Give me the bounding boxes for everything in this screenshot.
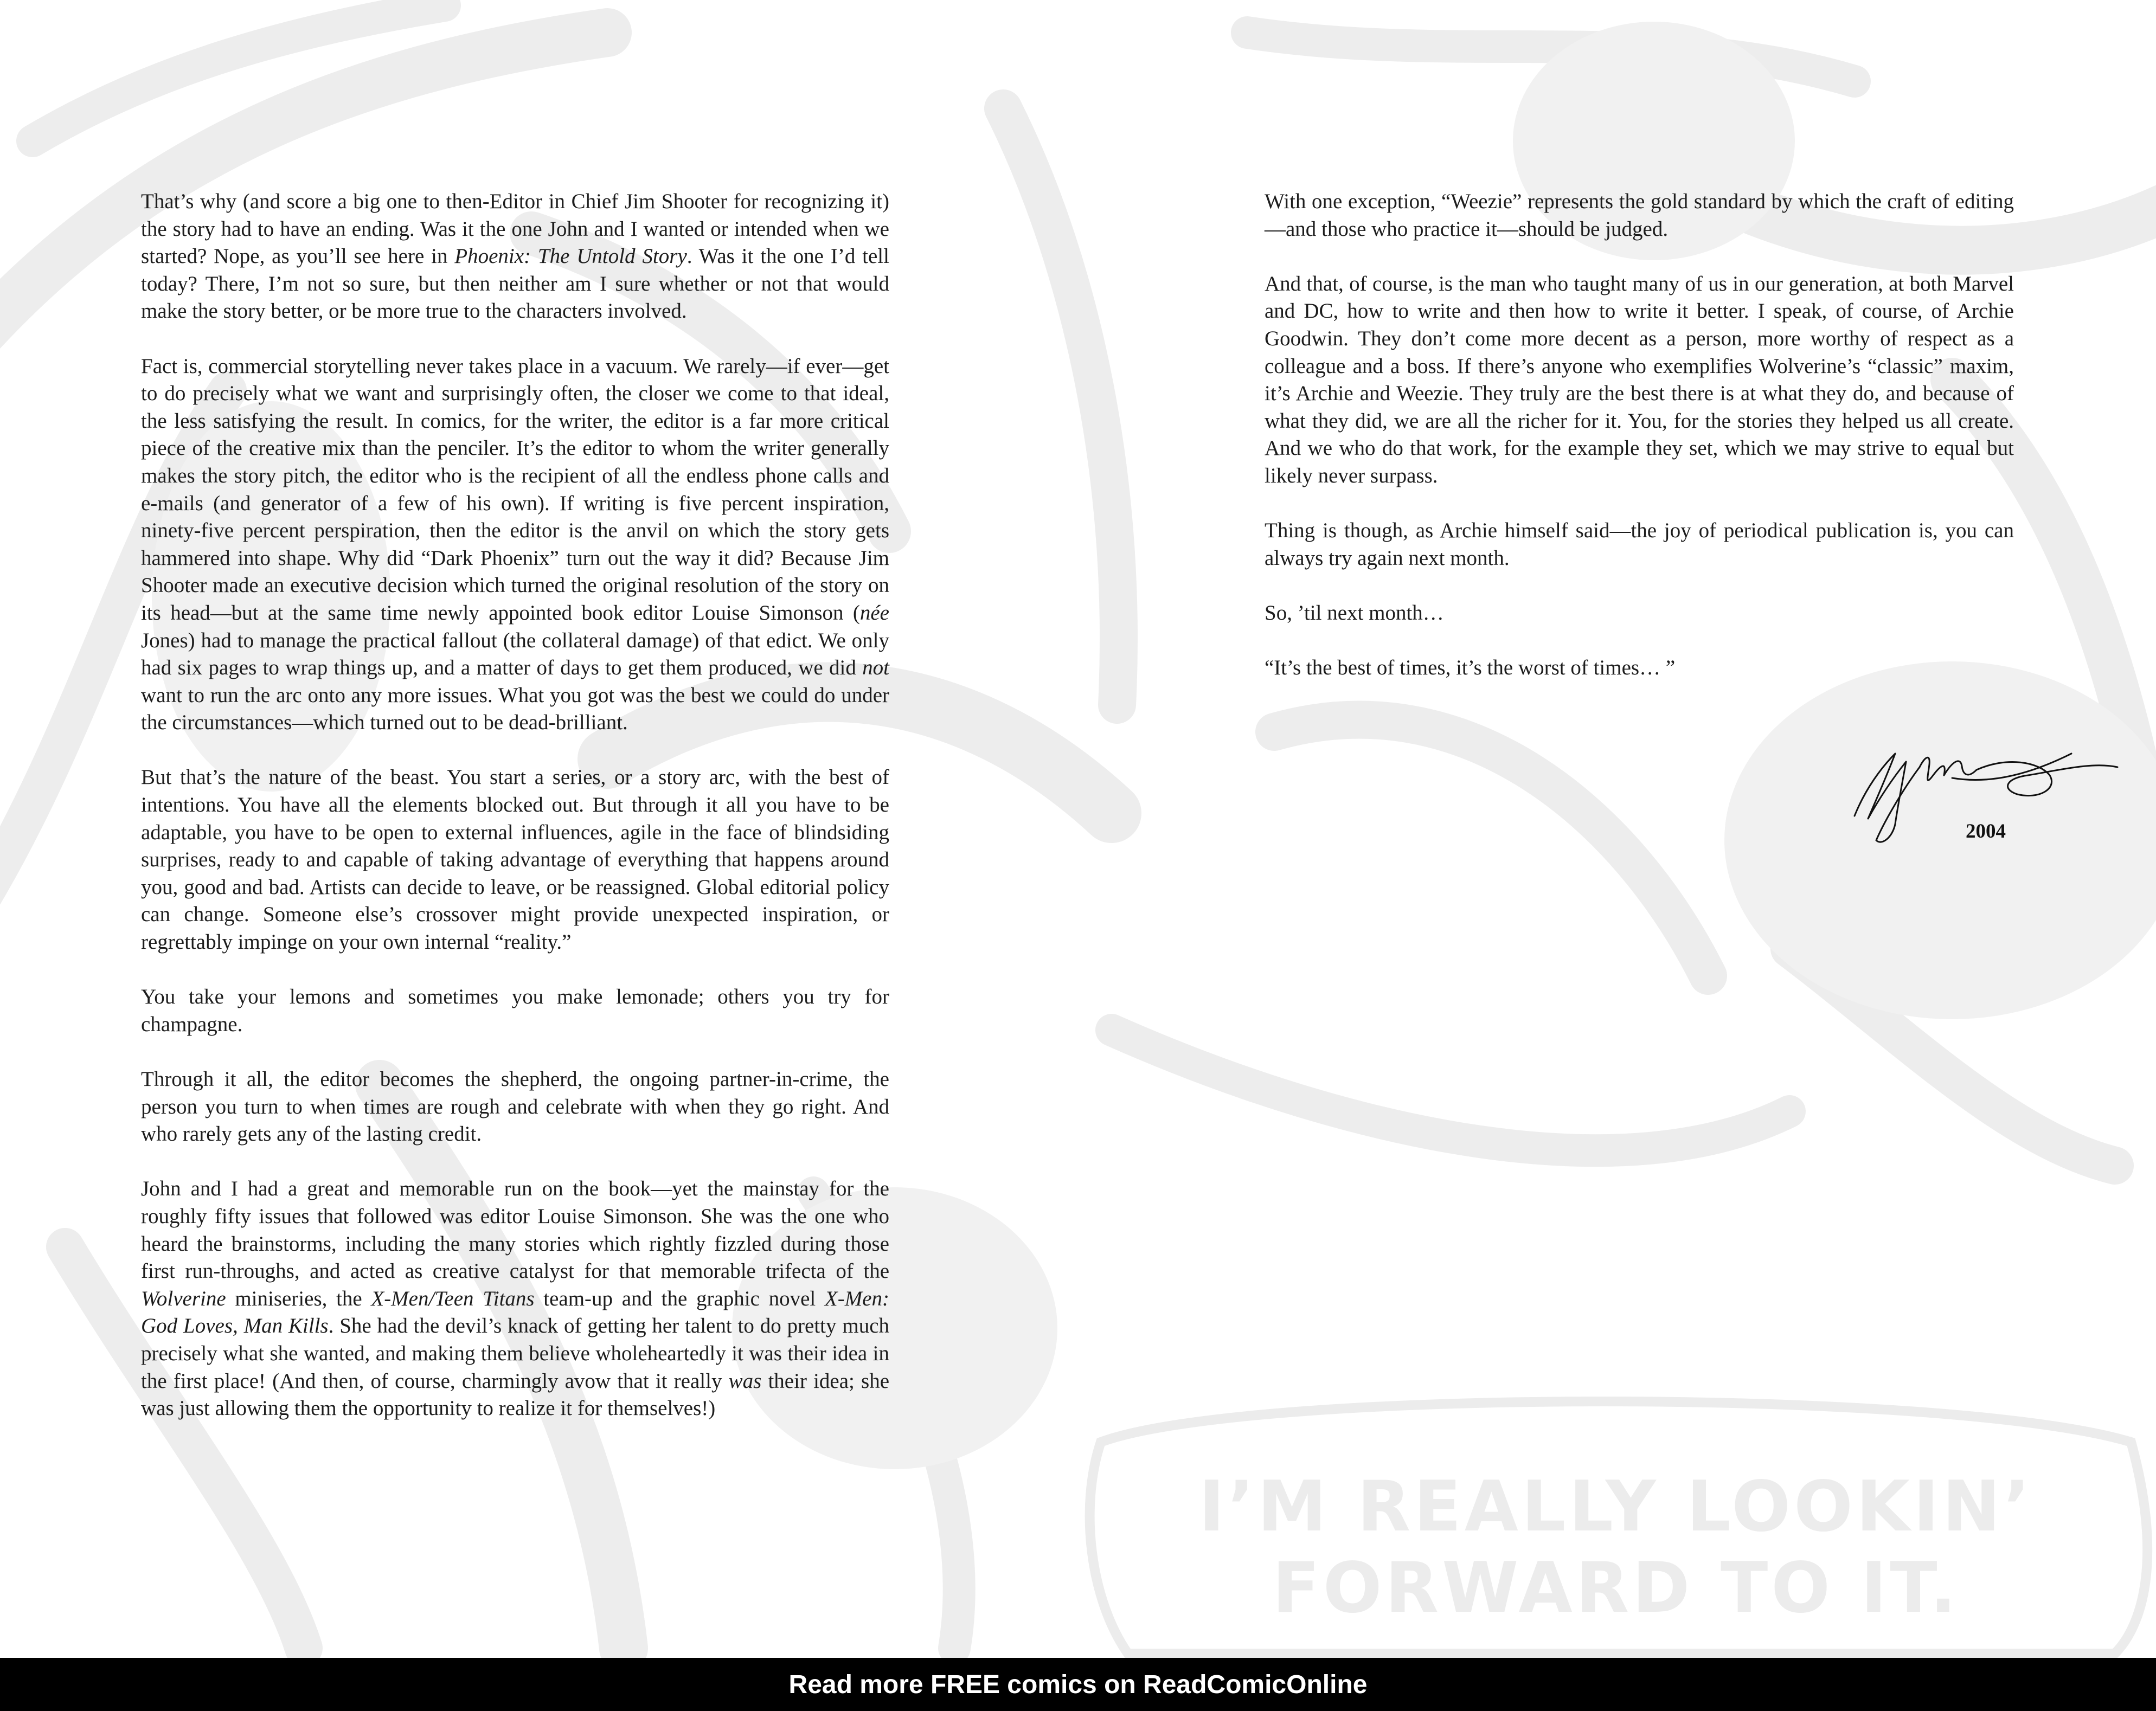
left-text-column — [141, 188, 889, 1423]
book-title: X-Men: God Loves, Man Kills — [141, 1287, 890, 1338]
footer-banner — [0, 1658, 2156, 1711]
signature-year: 2004 — [1966, 820, 2006, 842]
emphasis: was — [728, 1369, 762, 1393]
read-more-link[interactable]: Read more FREE comics on ReadComicOnline — [788, 1670, 1368, 1699]
paragraph: John and I had a great and memorable run on the book—yet the mainstay for the roughly fifty issues that followed was editor Louise Simonson. She was the one who heard the brainstorms, including the many stories which rightly fizzled during those first run-throughs, and acted as creative catalyst for that memorable trifecta of the Wolverine miniseries, the X-Men/Teen Titans team-up and the graphic novel X-Men: God Loves, Man Kills. She had the devil’s knack of getting her talent to do pretty much precisely what she wanted, and making them believe wholeheartedly it was their idea in the first place! (And then, of course, charmingly avow that it really was their idea; she was just allowing them the opportunity to realize it for themselves!) — [141, 1177, 890, 1420]
balloon-line-2: FORWARD TO IT. — [1272, 1548, 1960, 1629]
book-title: X-Men/Teen Titans — [371, 1287, 535, 1310]
emphasis: not — [862, 656, 889, 680]
book-title: Phoenix: The Untold Story — [454, 245, 687, 268]
paragraph: That’s why (and score a big one to then-Editor in Chief Jim Shooter for recognizing it) the story had to have an ending. Was it the one John and I wanted or intended when we started? Nope, as you’ll see here in Phoenix: The Untold Story. Was it the one I’d tell today? There, I’m not so sure, but then neither am I sure whether or not that would make the story better, or be more true to the characters involved. — [141, 190, 889, 323]
paragraph: “It’s the best of times, it’s the worst of times… ” — [1265, 656, 1676, 680]
paragraph: With one exception, “Weezie” represents the gold standard by which the craft of editing—and those who practice it—should be judged. — [1265, 190, 2014, 241]
paragraph: Thing is though, as Archie himself said—the joy of periodical publication is, you can always try again next month. — [1265, 519, 2014, 570]
paragraph: You take your lemons and sometimes you make lemonade; others you try for champagne. — [141, 985, 889, 1036]
balloon-line-1: I’M REALLY LOOKIN’ — [1198, 1466, 2033, 1547]
paragraph: And that, of course, is the man who taught many of us in our generation, at both Marvel and DC, how to write and then how to write it better. I speak, of course, of Archie Goodwin. They don’t come more decent as a person, more worthy of respect as a colleague and a boss. If there’s anyone who exemplifies Wolverine’s “classic” maxim, it’s Archie and Weezie. They truly are the best there is at what they do, and because of what they did, we are all the richer for it. You, for the stories they helped us all create. And we who do that work, for the example they set, which we may strive to equal but likely never surpass. — [1265, 272, 2014, 487]
paragraph: Through it all, the editor becomes the shepherd, the ongoing partner-in-crime, the person you turn to when times are rough and celebrate with when they go right. And who rarely gets any of the lasting credit. — [141, 1067, 889, 1146]
background-speech-balloon-text — [1106, 1466, 2126, 1629]
paragraph: Fact is, commercial storytelling never takes place in a vacuum. We rarely—if ever—get to do precisely what we want and surprisingly often, the closer we come to that ideal, the less satisfying the result. In comics, for the writer, the editor is a far more critical piece of the creative mix than the penciler. It’s the editor to whom the writer generally makes the story pitch, the editor who is the recipient of all the endless phone calls and e-mails (and generator of a few of his own). If writing is five percent inspiration, ninety-five percent perspiration, then the editor is the anvil on which the story gets hammered into shape. Why did “Dark Phoenix” turn out the way it did? Because Jim Shooter made an executive decision which turned the original resolution of the story on its head—but at the same time newly appointed book editor Louise Simonson (née Jones) had to manage the practical fallout (the collateral damage) of that edict. We only had six pages to wrap things up, and a matter of days to get them produced, we did not want to run the arc onto any more issues. What you got was the best we could do under the circumstances—which turned out to be dead-brilliant. — [141, 354, 889, 735]
paragraph: But that’s the nature of the beast. You start a series, or a story arc, with the best of intentions. You have all the elements blocked out. But through it all you have to be adaptable, you have to be open to external influences, agile in the face of blindsiding surprises, ready to and capable of taking advantage of everything that happens around you, good and bad. Artists can decide to leave, or be reassigned. Global editorial policy can change. Someone else’s crossover might provide unexpected inspiration, or regrettably impinge on your own internal “reality.” — [141, 766, 889, 954]
right-text-column — [1265, 188, 2014, 682]
book-title: Wolverine — [141, 1287, 226, 1310]
emphasis: née — [859, 601, 889, 625]
paragraph: So, ’til next month… — [1265, 601, 1444, 625]
